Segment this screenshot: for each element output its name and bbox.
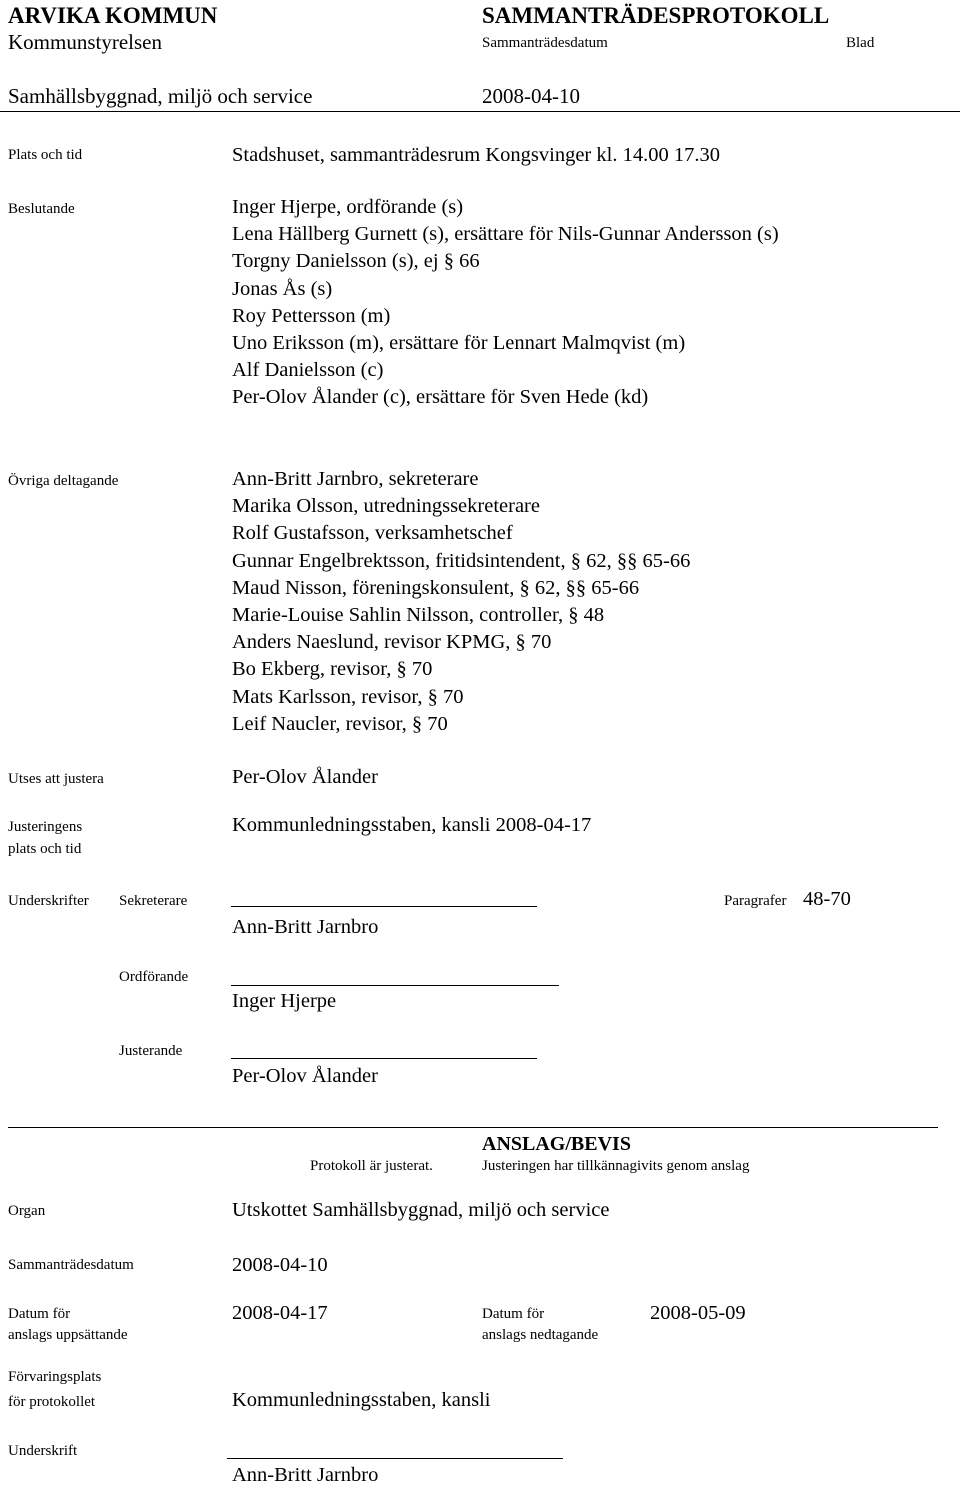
list-item: Ann-Britt Jarnbro, sekreterare xyxy=(232,468,479,490)
protocol-status: Protokoll är justerat. xyxy=(310,1158,433,1174)
place-value: Stadshuset, sammanträdesrum Kongsvinger kl. 14.00 17.30 xyxy=(232,144,720,166)
notice-meeting-date: 2008-04-10 xyxy=(232,1254,328,1276)
board-name: Kommunstyrelsen xyxy=(8,30,162,54)
posted-label: Datum för xyxy=(8,1306,71,1322)
adjuster-name: Per-Olov Ålander xyxy=(232,766,378,788)
posted-date: 2008-04-17 xyxy=(232,1302,328,1324)
storage-label: Förvaringsplats xyxy=(8,1369,102,1385)
secretary-label: Sekreterare xyxy=(119,893,188,909)
signature-label: Underskrift xyxy=(8,1443,78,1459)
sheet-label: Blad xyxy=(846,35,875,51)
deciding-label: Beslutande xyxy=(8,201,75,217)
list-item: Marie-Louise Sahlin Nilsson, controller, § 48 xyxy=(232,603,605,626)
adjuster-sign-name: Per-Olov Ålander xyxy=(232,1065,378,1087)
signatures-label: Underskrifter xyxy=(8,893,89,909)
list-item: Rolf Gustafsson, verksamhetschef xyxy=(232,522,513,545)
meeting-date: 2008-04-10 xyxy=(482,84,580,108)
list-item: Jonas Ås (s) xyxy=(232,277,333,300)
list-item: Roy Pettersson (m) xyxy=(232,304,391,327)
org-name: ARVIKA KOMMUN xyxy=(8,3,218,28)
posted-label-2: anslags uppsättande xyxy=(8,1327,128,1343)
list-item: Bo Ekberg, revisor, § 70 xyxy=(232,658,433,681)
list-item: Maud Nisson, föreningskonsulent, § 62, §§ 65-66 xyxy=(232,576,640,599)
header-divider xyxy=(0,111,960,112)
notice-signature-name: Ann-Britt Jarnbro xyxy=(232,1464,379,1486)
adjuster-label: Utses att justera xyxy=(8,771,104,787)
list-item: Mats Karlsson, revisor, § 70 xyxy=(232,685,464,708)
adjust-place-value: Kommunledningsstaben, kansli 2008-04-17 xyxy=(232,814,592,836)
list-item: Torgny Danielsson (s), ej § 66 xyxy=(232,250,480,273)
deciding-list xyxy=(232,194,779,412)
place-label: Plats och tid xyxy=(8,147,83,163)
list-item: Uno Eriksson (m), ersättare för Lennart Malmqvist (m) xyxy=(232,331,686,354)
list-item: Marika Olsson, utredningssekreterare xyxy=(232,495,540,518)
removed-label: Datum för xyxy=(482,1306,545,1322)
list-item: Anders Naeslund, revisor KPMG, § 70 xyxy=(232,631,552,654)
paragraphs-value: 48-70 xyxy=(803,888,851,910)
document-type: SAMMANTRÄDESPROTOKOLL xyxy=(482,3,830,28)
notice-signature-line xyxy=(227,1458,563,1459)
list-item: Alf Danielsson (c) xyxy=(232,359,384,382)
adjust-place-label: Justeringens xyxy=(8,819,83,835)
notice-title: ANSLAG/BEVIS xyxy=(482,1133,631,1155)
removed-date: 2008-05-09 xyxy=(650,1302,746,1324)
chair-label: Ordförande xyxy=(119,969,189,985)
others-label: Övriga deltagande xyxy=(8,473,119,489)
organ-value: Utskottet Samhällsbyggnad, miljö och service xyxy=(232,1199,610,1221)
list-item: Inger Hjerpe, ordförande (s) xyxy=(232,196,464,218)
removed-label-2: anslags nedtagande xyxy=(482,1327,599,1343)
chair-signature-line xyxy=(231,985,559,986)
list-item: Lena Hällberg Gurnett (s), ersättare för Nils-Gunnar Andersson (s) xyxy=(232,223,779,246)
list-item: Gunnar Engelbrektsson, fritidsintendent, § 62, §§ 65-66 xyxy=(232,549,691,572)
storage-label-2: för protokollet xyxy=(8,1394,96,1410)
notice-meeting-date-label: Sammanträdesdatum xyxy=(8,1257,134,1273)
adjuster-sign-label: Justerande xyxy=(119,1043,183,1059)
chair-name: Inger Hjerpe xyxy=(232,990,337,1012)
organ-label: Organ xyxy=(8,1203,46,1219)
announcement-text: Justeringen har tillkännagivits genom anslag xyxy=(482,1158,750,1174)
list-item: Per-Olov Ålander (c), ersättare för Sven Hede (kd) xyxy=(232,386,649,409)
adjuster-signature-line xyxy=(231,1058,537,1059)
adjust-place-label-2: plats och tid xyxy=(8,841,82,857)
committee-name: Samhällsbyggnad, miljö och service xyxy=(8,84,313,108)
list-item: Leif Naucler, revisor, § 70 xyxy=(232,712,448,735)
notice-divider xyxy=(8,1127,938,1128)
storage-value: Kommunledningsstaben, kansli xyxy=(232,1389,491,1411)
date-label: Sammanträdesdatum xyxy=(482,35,608,51)
paragraphs-label: Paragrafer xyxy=(724,893,787,909)
secretary-signature-line xyxy=(231,906,537,907)
secretary-name: Ann-Britt Jarnbro xyxy=(232,916,379,938)
others-list xyxy=(232,466,690,738)
